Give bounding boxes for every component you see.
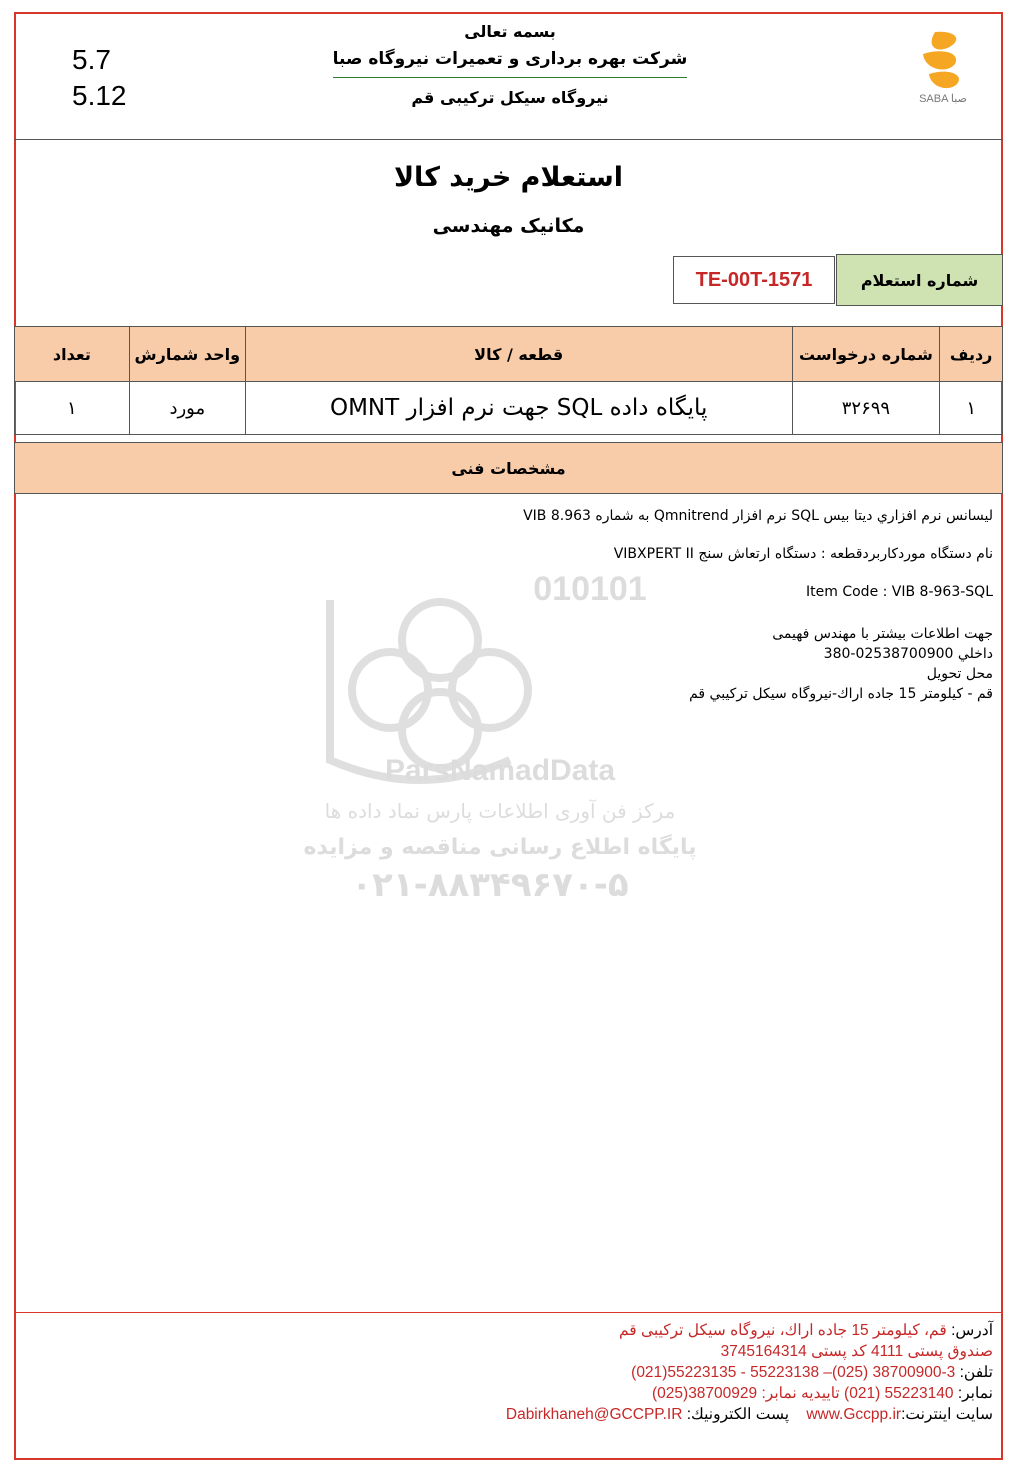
spec-line-5: داخلي 02538700900-380: [823, 646, 993, 662]
address-label: آدرس:: [951, 1322, 993, 1339]
header-request: شماره درخواست: [792, 327, 940, 382]
site-label: سایت اینترنت:: [901, 1406, 993, 1423]
header-center: [330, 22, 690, 107]
footer-address: [506, 1320, 993, 1341]
header-item: قطعه / کالا: [245, 327, 792, 382]
items-table: [14, 326, 1003, 435]
email-label: پست الکترونیك:: [686, 1406, 790, 1423]
inquiry-label: شماره استعلام: [836, 254, 1003, 306]
number-1: 5.7: [72, 44, 111, 75]
spec-title: مشخصات فنی: [14, 442, 1003, 494]
address-value: قم، کیلومتر 15 جاده اراك، نیروگاه سیکل ترکیبی قم: [618, 1322, 947, 1339]
footer-web: [506, 1404, 993, 1425]
watermark-brand: ParsNamadData: [384, 754, 616, 787]
site-link[interactable]: www.Gccpp.ir: [806, 1406, 902, 1423]
document-header: [14, 12, 1003, 140]
left-numbers: [72, 42, 127, 114]
inquiry-number: TE-00T-1571: [673, 256, 835, 304]
spec-contact-block: [689, 624, 993, 704]
watermark-logo: [300, 560, 720, 910]
footer-divider: [14, 1312, 1003, 1313]
watermark-line2: پایگاه اطلاع رسانی مناقصه و مزایده: [303, 835, 697, 860]
header-line-1: بسمه تعالی: [464, 22, 556, 41]
cell-qty: ۱: [15, 382, 130, 435]
spec-line-3: Item Code : VIB 8-963-SQL: [806, 584, 993, 600]
cell-unit: مورد: [129, 382, 245, 435]
cell-item: پایگاه داده SQL جهت نرم افزار OMNT: [245, 382, 792, 435]
watermark-line1: مرکز فن آوری اطلاعات پارس نماد داده ها: [324, 799, 676, 823]
saba-logo: [895, 24, 991, 108]
svg-text:SABA صبا: SABA صبا: [919, 93, 967, 105]
fax-label: نمابر:: [957, 1385, 993, 1402]
page-title: استعلام خرید کالا: [393, 162, 624, 193]
table-header-row: [15, 327, 1003, 382]
header-plant: نیروگاه سیکل ترکیبی قم: [411, 88, 609, 107]
spec-line-4: جهت اطلاعات بیشتر با مهندس فهیمی: [772, 626, 993, 642]
header-unit: واحد شمارش: [129, 327, 245, 382]
header-row: ردیف: [940, 327, 1003, 382]
footer-fax: [506, 1383, 993, 1404]
spec-line-7: قم - کیلومتر 15 جاده اراك-نیروگاه سیکل ترکیبي قم: [689, 686, 993, 702]
header-qty: تعداد: [15, 327, 130, 382]
email-link[interactable]: Dabirkhaneh@GCCPP.IR: [505, 1406, 683, 1423]
watermark-phone: ۰۲۱-۸۸۳۴۹۶۷۰-۵: [351, 865, 629, 905]
phone-value: 3-38700900 (025)– 55223138 - 55223135(021): [631, 1364, 956, 1381]
cell-row: ۱: [940, 382, 1003, 435]
table-row: [15, 382, 1003, 435]
spec-line-2: نام دستگاه موردکاربردقطعه : دستگاه ارتعاش سنج VIBXPERT II: [613, 546, 993, 562]
phone-label: تلفن:: [959, 1364, 993, 1381]
spec-line-6: محل تحویل: [926, 666, 993, 682]
watermark-digits: 010101: [533, 570, 647, 608]
fax-value: 55223140 (021) تاییدیه نمابر: 38700929(025): [651, 1385, 954, 1402]
footer-phone: [506, 1362, 993, 1383]
page-subtitle: مکانیک مهندسی: [432, 215, 585, 237]
footer-pobox: صندوق پستی 4111 کد پستی 3745164314: [720, 1343, 993, 1360]
spec-line-1: لیسانس نرم افزاري دیتا بیس SQL نرم افزار Qmnitrend به شماره VIB 8.963: [523, 508, 993, 524]
cell-request: ۳۲۶۹۹: [792, 382, 940, 435]
header-company: شرکت بهره برداری و تعمیرات نیروگاه صبا: [333, 49, 688, 78]
number-2: 5.12: [72, 80, 127, 111]
footer: [506, 1320, 993, 1425]
